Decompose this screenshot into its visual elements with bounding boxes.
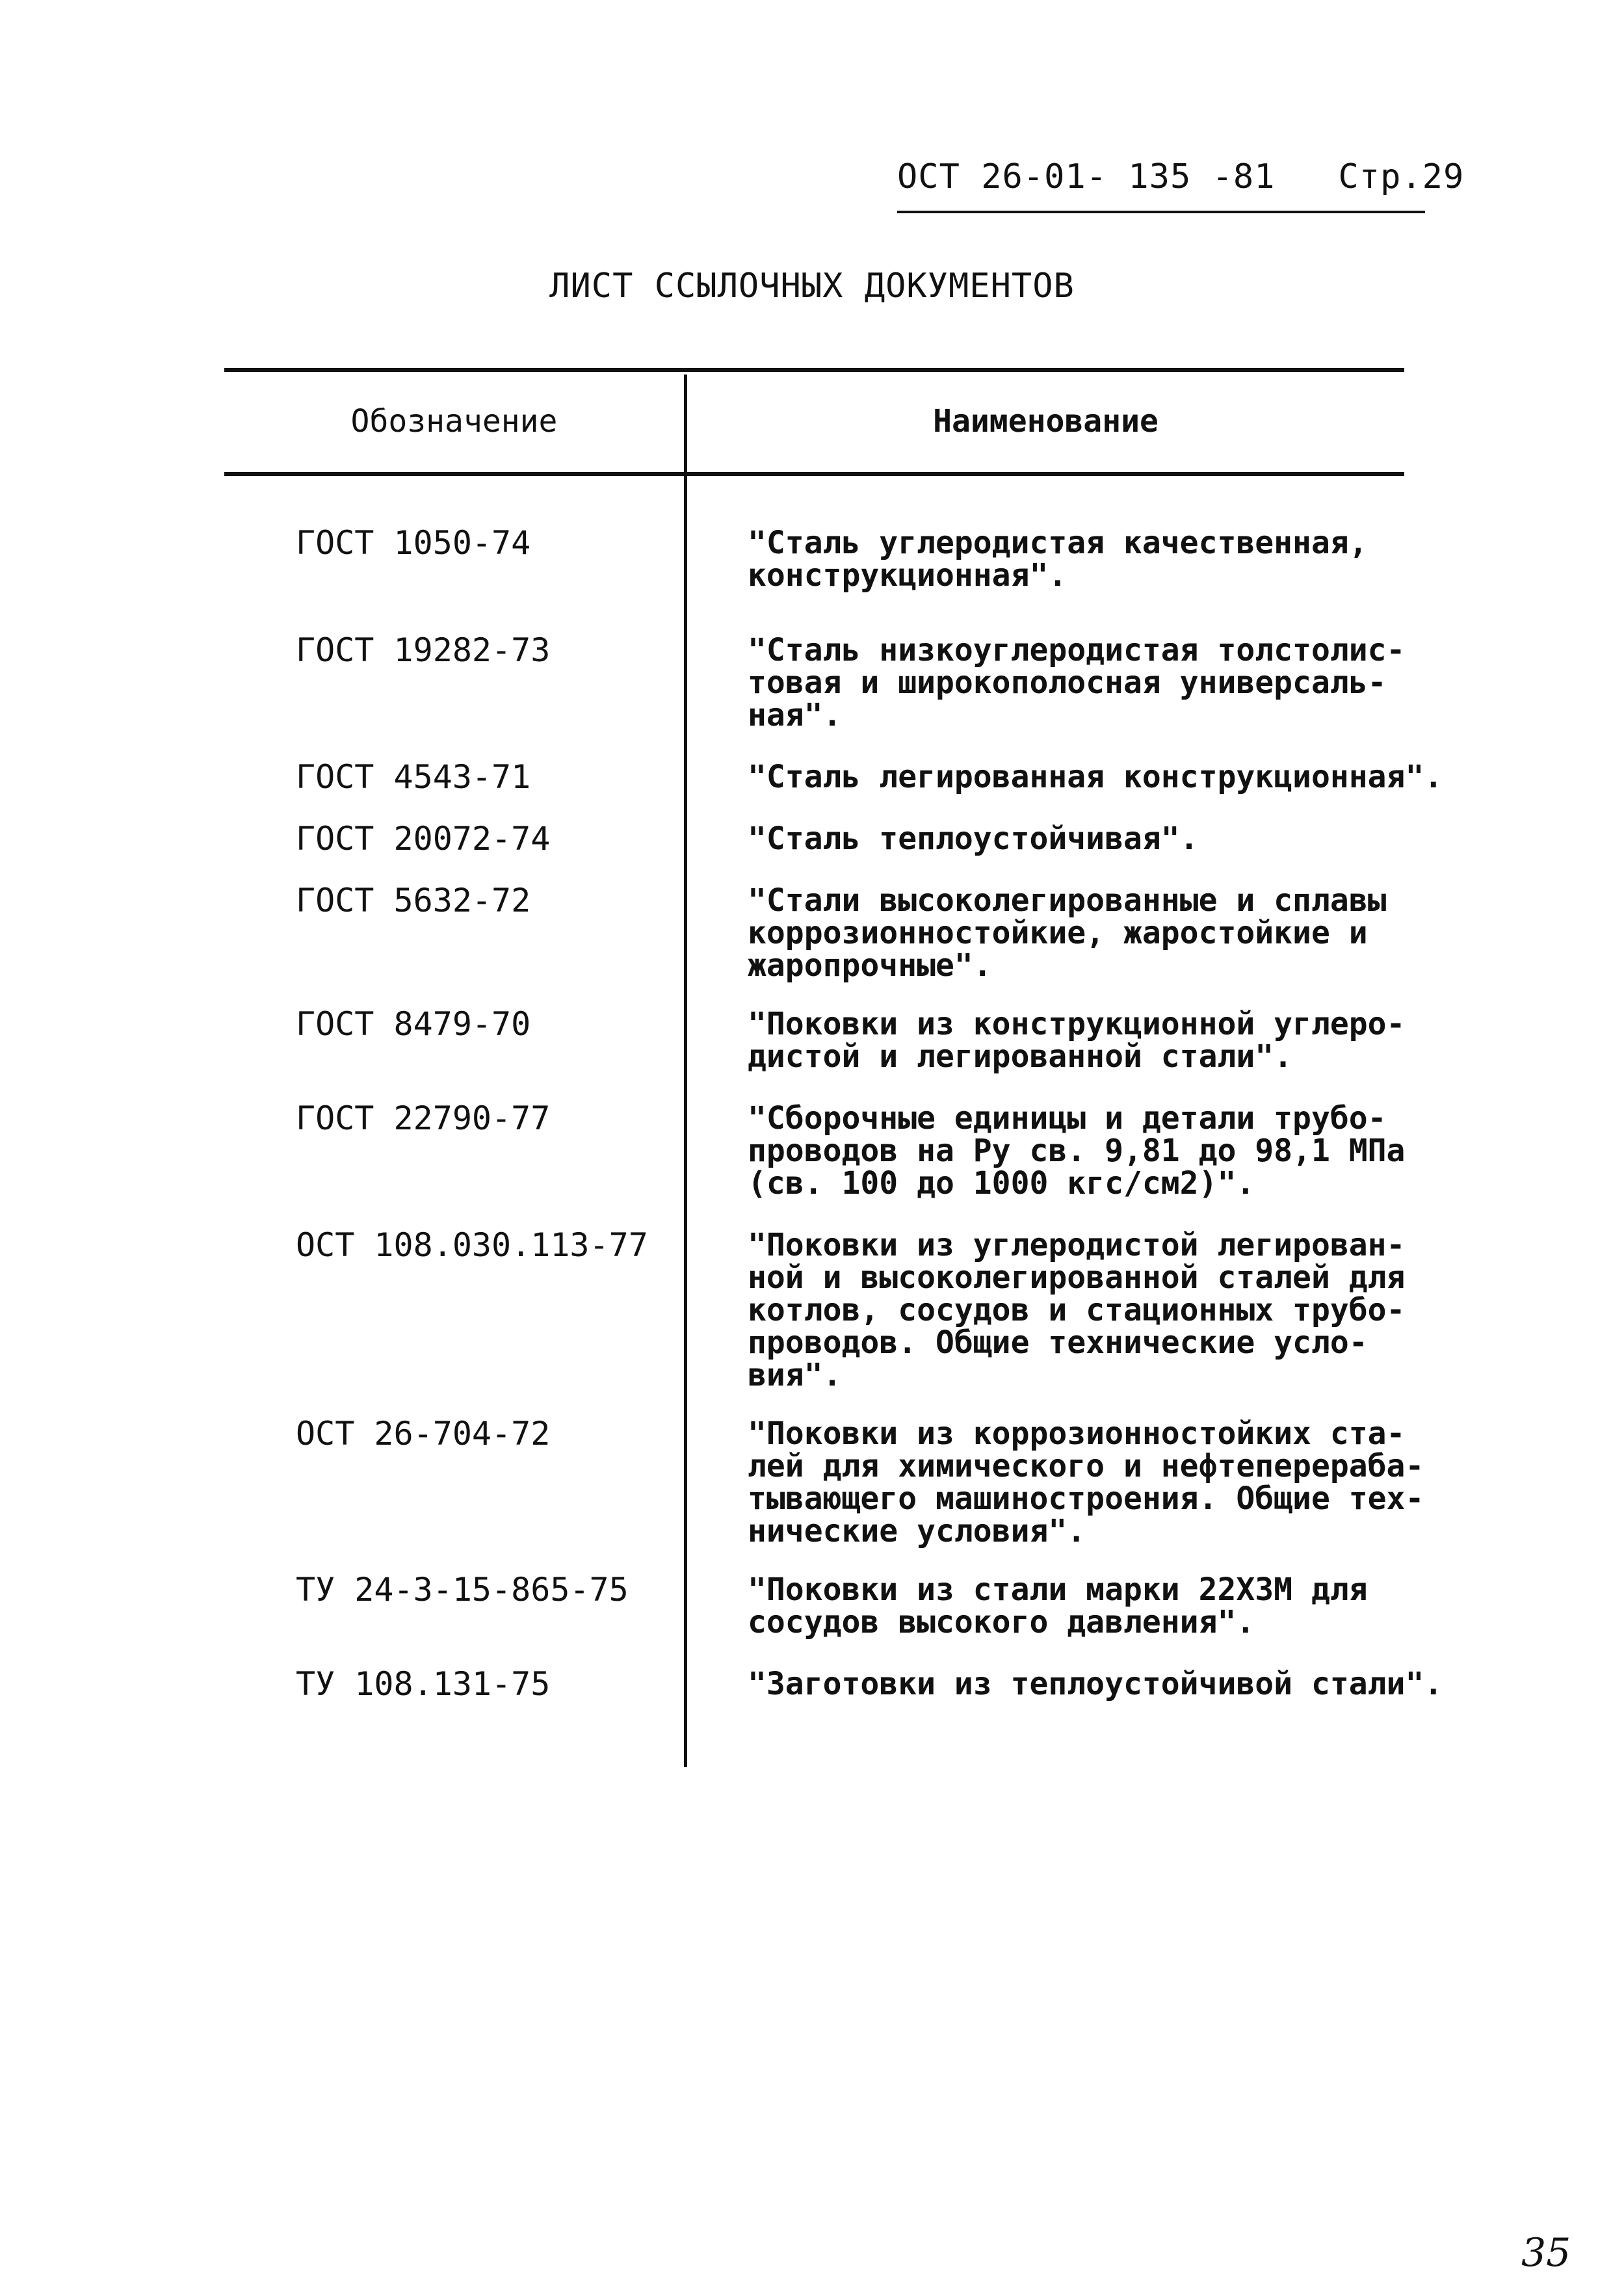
table-row-name: "Сталь теплоустойчивая". xyxy=(748,821,1199,857)
table-row-code: ГОСТ 20072-74 xyxy=(296,820,551,858)
column-header-name: Наименование xyxy=(933,403,1159,440)
page-number-label: Стр.29 xyxy=(1338,157,1465,196)
table-row-code: ГОСТ 19282-73 xyxy=(296,631,551,669)
handwritten-page-number: 35 xyxy=(1521,2230,1571,2276)
table-row-name: "Сталь углеродистая качественная, конструкционная". xyxy=(748,525,1368,594)
table-row-name: "Сталь легированная конструкционная". xyxy=(748,759,1443,795)
table-row-code: ГОСТ 8479-70 xyxy=(296,1005,531,1043)
table-row-code: ГОСТ 5632-72 xyxy=(296,882,531,919)
table-row-name: "Заготовки из теплоустойчивой стали". xyxy=(748,1666,1443,1702)
table-row-code: ОСТ 26-704-72 xyxy=(296,1415,551,1453)
table-row-name: "Стали высоколегированные и сплавы коррозионностойкие, жаростойкие и жаропрочные". xyxy=(748,882,1387,984)
table-row-code: ТУ 24-3-15-865-75 xyxy=(296,1571,629,1609)
table-top-rule xyxy=(224,368,1404,372)
table-row-code: ОСТ 108.030.113-77 xyxy=(296,1226,648,1264)
table-row-name: "Поковки из стали марки 22Х3М для сосудов высокого давления". xyxy=(748,1571,1368,1640)
table-row-name: "Поковки из конструкционной углеро- дистой и легированной стали". xyxy=(748,1006,1406,1075)
table-row-code: ТУ 108.131-75 xyxy=(296,1665,551,1703)
table-row-code: ГОСТ 1050-74 xyxy=(296,524,531,562)
table-row-code: ГОСТ 22790-77 xyxy=(296,1099,551,1137)
page-title: ЛИСТ ССЫЛОЧНЫХ ДОКУМЕНТОВ xyxy=(549,267,1075,306)
table-row-code: ГОСТ 4543-71 xyxy=(296,758,531,796)
header-underline xyxy=(897,211,1425,213)
column-header-designation: Обозначение xyxy=(350,403,558,440)
document-header xyxy=(897,157,1464,196)
table-header-rule xyxy=(224,472,1404,476)
table-row-name: "Сборочные единицы и детали трубо- проводов на Ру св. 9,81 до 98,1 МПа (св. 100 до 1000 кгс/см2)". xyxy=(748,1100,1406,1202)
table-column-divider xyxy=(684,375,687,1767)
table-row-name: "Поковки из коррозионностойких ста- лей для химического и нефтеперераба- тывающего машиностроения. Общие тех- нические условия". xyxy=(748,1415,1424,1549)
table-row-name: "Поковки из углеродистой легирован- ной и высоколегированной сталей для котлов, сосудов и стационных трубо- проводов. Общие технические усло- вия". xyxy=(748,1227,1406,1393)
table-row-name: "Сталь низкоуглеродистая толстолис- товая и широкополосная универсаль- ная". xyxy=(748,632,1406,733)
document-code: ОСТ 26-01- 135 -81 xyxy=(897,157,1276,196)
